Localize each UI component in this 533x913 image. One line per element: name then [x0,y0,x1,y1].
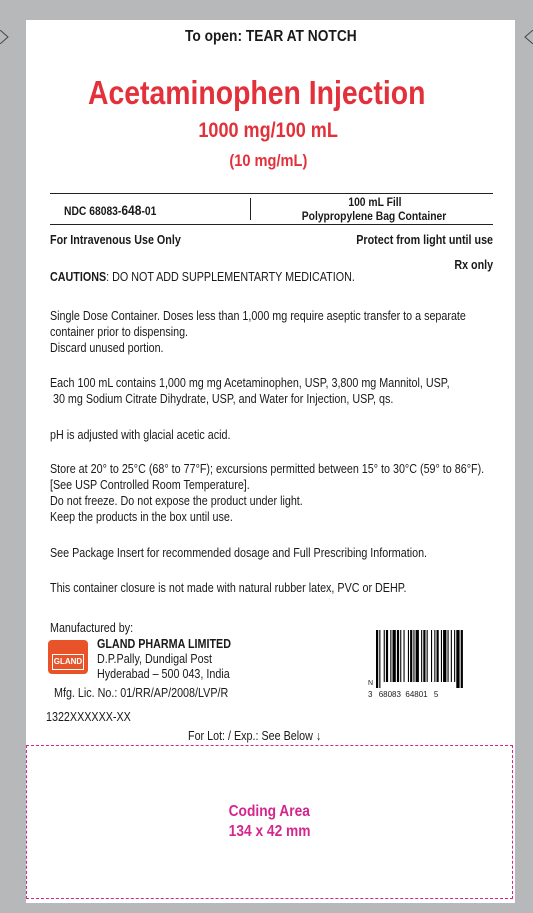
barcode-bar [434,630,435,682]
barcode-bar [456,630,459,688]
lot-exp-note: For Lot: / Exp.: See Below ↓ [188,729,322,743]
single-dose-text: Single Dose Container. Doses less than 1,000 mg require aseptic transfer to a separate container prior to dispensing. Discard unused portion. [50,309,466,355]
drug-label [26,20,515,903]
barcode-bar [451,630,452,682]
barcode-bar [431,630,432,682]
coding-area-size: 134 x 42 mm [228,823,311,840]
barcode-bar [390,630,391,682]
storage-text: Store at 20° to 25°C (68° to 77°F); excursions permitted between 15° to 30°C (59° to 86°F). [See USP Controlled Room Temperature]. Do not freeze. Do not expose the product under light. Keep the products in the box until use. [50,462,485,524]
ph-note: pH is adjusted with glacial acetic acid. [50,428,231,442]
info-box-top-rule [50,193,493,194]
info-box-divider [250,198,251,220]
barcode-bar [397,630,399,682]
barcode-n-mark: N [368,680,374,687]
manufacturing-license: Mfg. Lic. No.: 01/RR/AP/2008/LVP/R [54,686,229,700]
product-code: 1322XXXXXX-XX [46,710,131,724]
product-strength: 1000 mg/100 mL [198,119,338,142]
composition-text: Each 100 mL contains 1,000 mg mg Acetaminophen, USP, 3,800 mg Mannitol, USP, 30 mg Sodium Citrate Dihydrate, USP, and Water for Injection, USP, qs. [50,376,450,406]
latex-note: This container closure is not made with natural rubber latex, PVC or DEHP. [50,581,407,595]
tear-instruction: To open: TEAR AT NOTCH [184,28,357,45]
light-warning: Protect from light until use [356,233,493,247]
tear-notch-right-icon [523,30,533,44]
down-arrow-icon: ↓ [315,729,322,743]
barcode-bar [386,630,388,682]
barcode-bar [427,630,428,682]
barcode-bar [408,630,409,682]
route-of-administration: For Intravenous Use Only [50,233,181,247]
barcode-bar [404,630,405,682]
product-name: Acetaminophen Injection [88,74,426,111]
barcode-bar [379,630,380,688]
barcode-bar [454,630,455,682]
gland-logo: GLAND [48,640,88,674]
barcode-bar [443,630,446,682]
ndc-number: NDC 68083-648-01 [64,202,157,218]
manufacturer-address: GLAND PHARMA LIMITED D.P.Pally, Dundigal Post Hyderabad – 500 043, India [97,637,231,681]
barcode-bar [448,630,449,682]
coding-area [26,745,513,899]
info-box-bottom-rule [50,224,493,225]
barcode-bar [421,630,422,682]
package-insert-note: See Package Insert for recommended dosage and Full Prescribing Information. [50,546,428,560]
barcode-bar [400,630,401,682]
cautions: CAUTIONS: DO NOT ADD SUPPLEMENTARTY MEDICATION. [50,270,355,284]
barcode-bar [410,630,412,682]
barcode-bar [437,630,439,682]
barcode-bar [461,630,463,688]
coding-area-title: Coding Area [228,803,311,820]
rx-only: Rx only [454,258,493,272]
barcode-bars [368,630,486,688]
barcode-bar [416,630,419,682]
barcode [368,630,486,699]
barcode-bar [423,630,425,682]
tear-notch-left-icon [0,30,10,44]
barcode-bar [384,630,385,682]
barcode-bar [376,630,378,688]
product-concentration: (10 mg/mL) [229,151,307,170]
manufacturer-label: Manufactured by: [50,621,134,635]
barcode-bar [413,630,414,682]
barcode-bar [393,630,396,682]
fill-info: 100 mL Fill Polypropylene Bag Container [302,195,447,223]
barcode-bar [441,630,442,682]
barcode-digits: 3 68083 64801 5 [368,690,439,699]
